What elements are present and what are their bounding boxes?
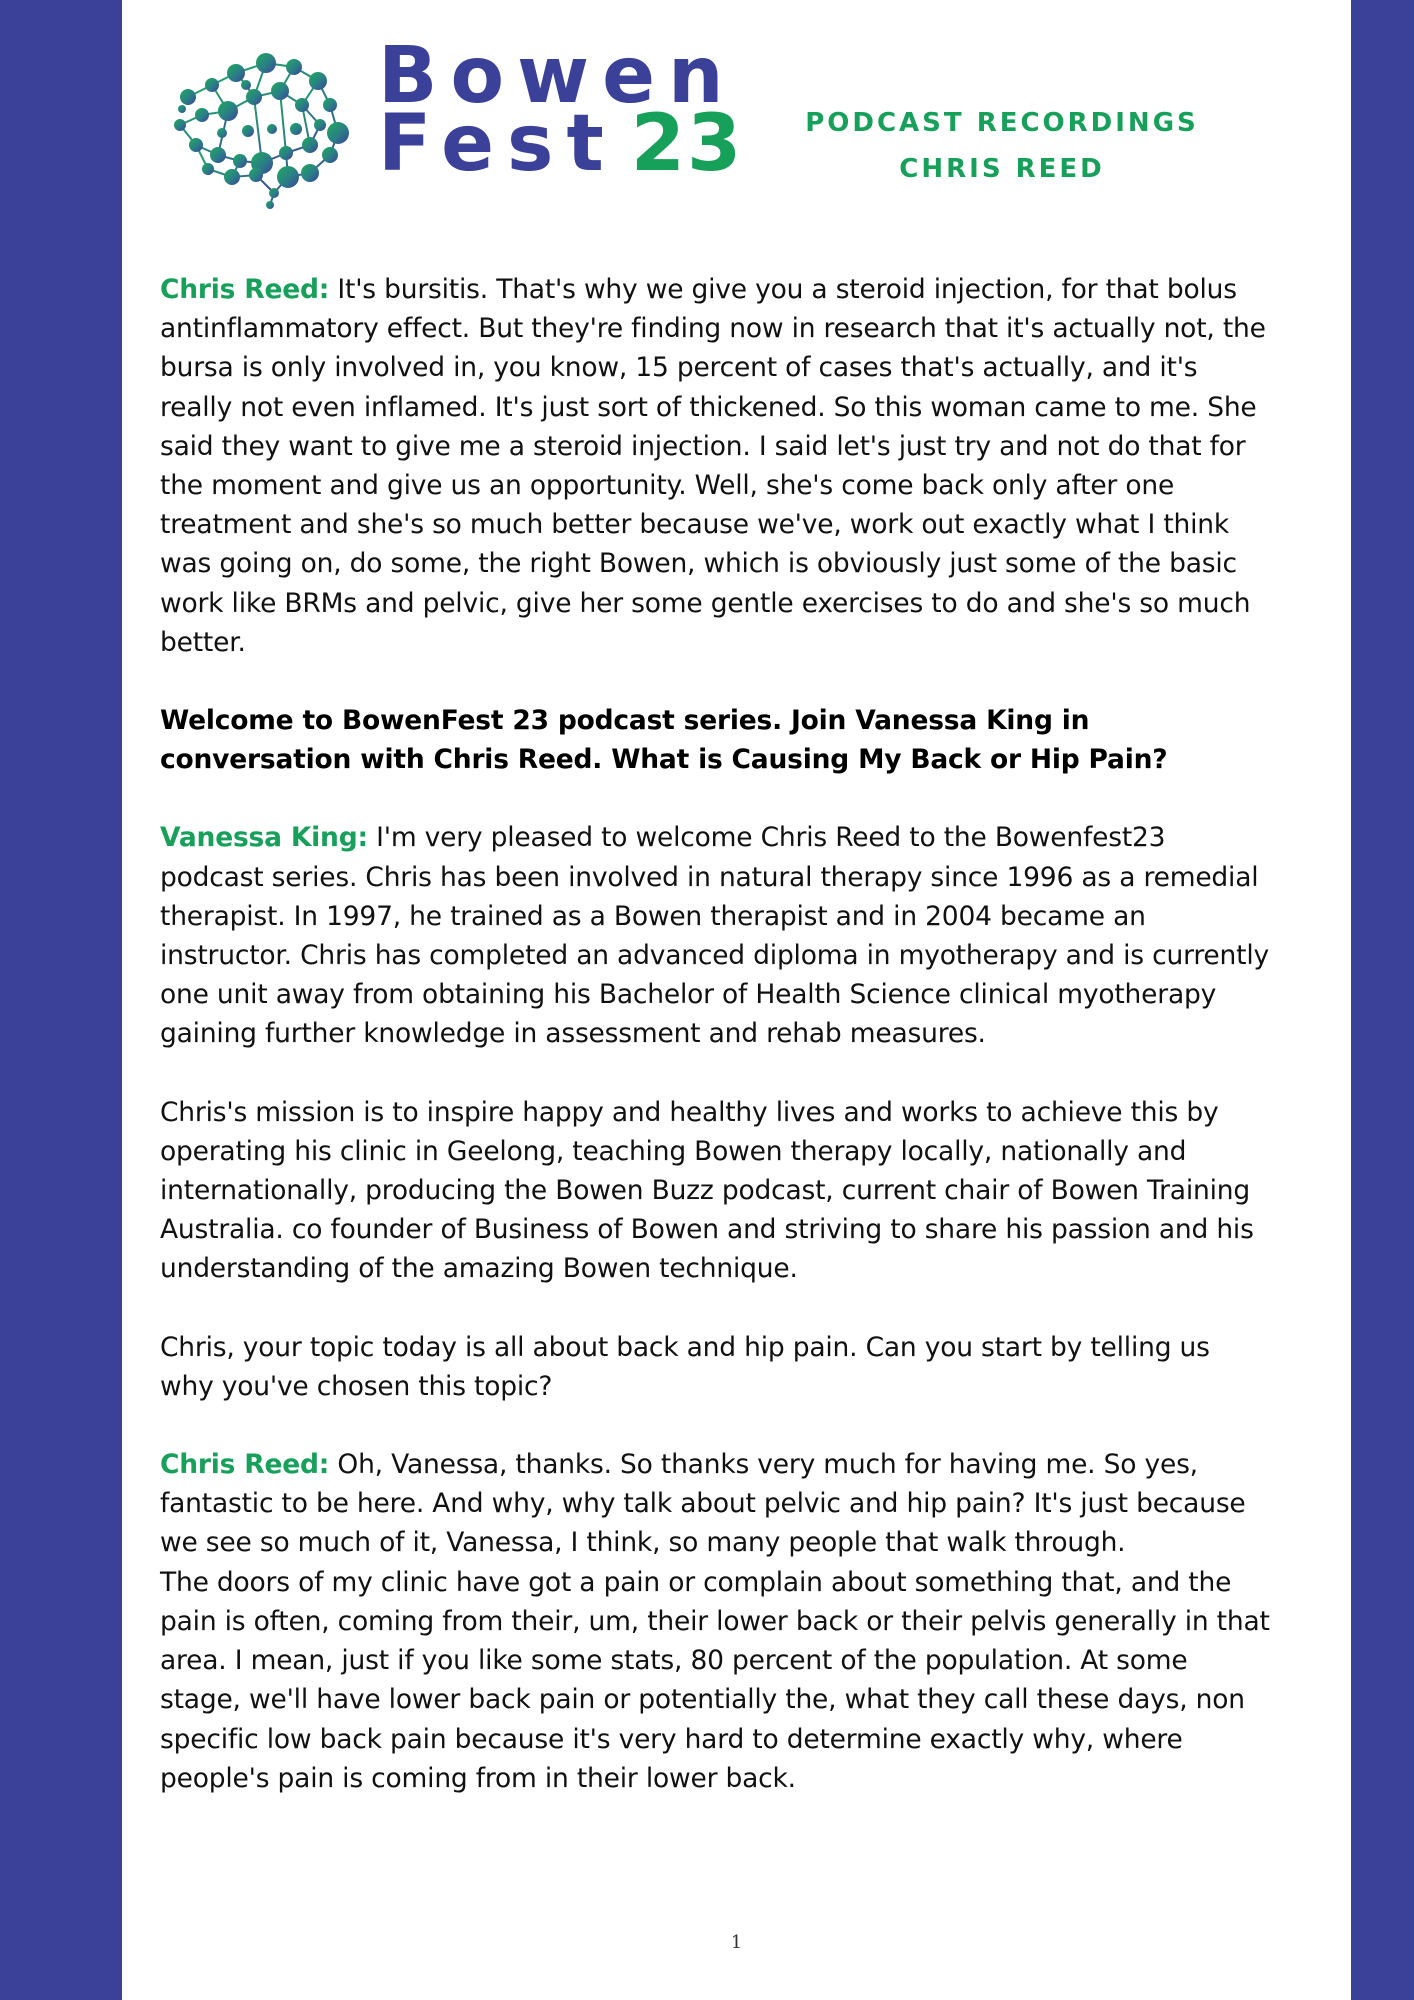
transcript-paragraph: Chris's mission is to inspire happy and healthy lives and works to achieve this by operating his clinic in Geelong, teaching Bowen therapy locally, nationally and internationally, producing the Bowen Buzz podcast, current chair of Bowen Training Australia. co founder of Business of Bowen and striving to share his passion and his understanding of the amazing Bowen technique. [160,1096,1254,1285]
paragraph-text: I'm very pleased to welcome Chris Reed to the Bowenfest23 podcast series. Chris has been involved in natural therapy since 1996 as a remedial therapist. In 1997, he trained as a Bowen therapist and in 2004 became an instructor. Chris has completed an advanced diploma in myotherapy and is currently one unit away from obtaining his Bachelor of Health Science clinical myotherapy gaining further knowledge in assessment and rehab measures. [160,822,1269,1050]
speaker-label: Chris Reed: [160,274,330,305]
logo-number: 23 [630,99,744,189]
transcript-paragraph [160,818,1270,1053]
document-page [122,0,1351,2000]
transcript-paragraph: Chris, your topic today is all about back and hip pain. Can you start by telling us why you've chosen this topic? [160,1331,1210,1402]
paragraph-text: It's bursitis. That's why we give you a steroid injection, for that bolus antinflammatory effect. But they're finding now in research that it's actually not, the bursa is only involved in, you know, 15 percent of cases that's actually, and it's really not even inflamed. It's just sort of thickened. So this woman came to me. She said they want to give me a steroid injection. I said let's just try and not do that for the moment and give us an opportunity. Well, she's come back only after one treatment and she's so much better because we've, work out exactly what I think was going on, do some, the right Bowen, which is obviously just some of the basic work like BRMs and pelvic, give her some gentle exercises to do and she's so much better. [160,274,1266,658]
bowenfest-logo-wordmark [378,31,744,189]
logo-word-fest: Fest [378,99,617,189]
header-podcast-recordings: PODCAST RECORDINGS [805,108,1199,138]
page-header [122,0,1351,230]
brain-network-logo-icon [170,45,360,210]
paragraph-text: Oh, Vanessa, thanks. So thanks very much for having me. So yes, fantastic to be here. And why, why talk about pelvic and hip pain? It's just because we see so much of it, Vanessa, I think, so many people that walk through. [160,1449,1246,1559]
transcript-body [160,270,1270,1837]
header-guest-name: CHRIS REED [899,154,1105,184]
speaker-label: Chris Reed: [160,1449,330,1481]
transcript-paragraph [160,270,1270,662]
logo-word-bowen: Bowen [378,31,737,121]
podcast-intro: Welcome to BowenFest 23 podcast series. Join Vanessa King in conversation with Chris Reed. What is Causing My Back or Hip Pain? [160,705,1168,776]
transcript-paragraph: The doors of my clinic have got a pain or complain about something that, and the pain is often, coming from their, um, their lower back or their pelvis generally in that area. I mean, just if you like some stats, 80 percent of the population. At some stage, we'll have lower back pain or potentially the, what they call these days, non specific low back pain because it's very hard to determine exactly why, where people's pain is coming from in their lower back. [160,1566,1270,1794]
page-number: 1 [730,1932,743,1953]
speaker-label: Vanessa King: [160,822,368,854]
transcript-paragraph [160,1445,1270,1563]
header-title-block [782,100,1222,192]
